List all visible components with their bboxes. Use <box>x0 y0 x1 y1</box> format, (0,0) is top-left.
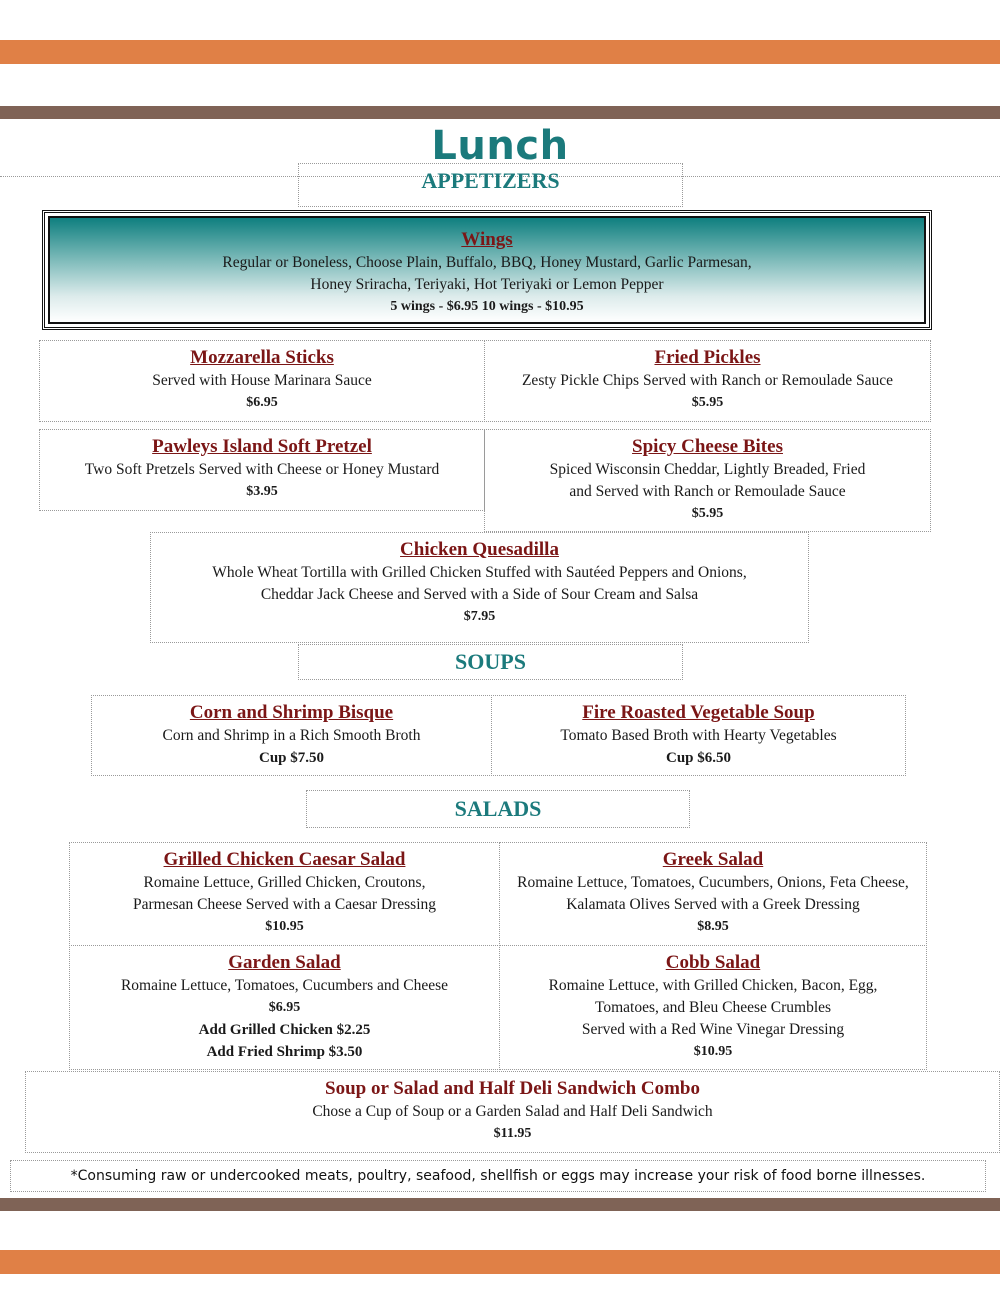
item-name: Greek Salad <box>662 849 764 870</box>
item-price: $6.95 <box>246 395 278 410</box>
item-desc-1: Spiced Wisconsin Cheddar, Lightly Breaded, Fried <box>549 461 866 478</box>
top-brown-band <box>0 106 1000 119</box>
menu-item-chicken-quesadilla <box>150 532 809 643</box>
item-desc: Romaine Lettuce, Tomatoes, Cucumbers and Cheese <box>120 977 449 994</box>
item-price: $10.95 <box>265 919 304 934</box>
item-name: Mozzarella Sticks <box>190 347 334 368</box>
menu-item-spicy-cheese-bites <box>484 429 931 532</box>
item-name: Grilled Chicken Caesar Salad <box>163 849 406 870</box>
page-title: Lunch <box>431 123 569 169</box>
item-price: $8.95 <box>697 919 729 934</box>
item-desc: Corn and Shrimp in a Rich Smooth Broth <box>162 727 421 744</box>
item-name: Fire Roasted Vegetable Soup <box>582 702 815 723</box>
item-desc: Chose a Cup of Soup or a Garden Salad and Half Deli Sandwich <box>312 1103 713 1120</box>
item-desc-3: Served with a Red Wine Vinegar Dressing <box>581 1021 845 1038</box>
item-name: Chicken Quesadilla <box>400 539 559 560</box>
item-price: $6.95 <box>268 1000 301 1015</box>
food-safety-disclaimer: *Consuming raw or undercooked meats, poultry, seafood, shellfish or eggs may increase your risk of food borne illnesses. <box>10 1160 986 1192</box>
item-desc-2: Tomatoes, and Bleu Cheese Crumbles <box>594 999 832 1016</box>
item-name: Pawleys Island Soft Pretzel <box>152 436 372 457</box>
item-name: Corn and Shrimp Bisque <box>189 702 394 723</box>
item-price: $7.95 <box>463 609 496 624</box>
item-price: $3.95 <box>246 484 278 499</box>
item-desc-1: Romaine Lettuce, Tomatoes, Cucumbers, Onions, Feta Cheese, <box>517 874 909 891</box>
menu-item-corn-shrimp-bisque <box>91 695 492 776</box>
item-desc-2: Kalamata Olives Served with a Greek Dressing <box>566 896 860 913</box>
section-heading-appetizers: APPETIZERS <box>298 163 683 207</box>
item-desc: Two Soft Pretzels Served with Cheese or Honey Mustard <box>84 461 440 478</box>
item-price: $10.95 <box>693 1044 733 1059</box>
wings-inner <box>48 216 926 324</box>
menu-item-fried-pickles <box>484 340 931 422</box>
item-desc-1: Romaine Lettuce, Grilled Chicken, Croutons, <box>143 874 426 891</box>
bottom-orange-band <box>0 1250 1000 1274</box>
menu-item-garden-salad <box>69 945 500 1070</box>
top-orange-band <box>0 40 1000 64</box>
menu-item-caesar-salad <box>69 842 500 946</box>
item-price-wings: 5 wings - $6.95 10 wings - $10.95 <box>390 299 584 314</box>
item-price: Cup $6.50 <box>665 750 732 766</box>
item-desc: Served with House Marinara Sauce <box>152 372 372 389</box>
item-desc-1: Romaine Lettuce, with Grilled Chicken, Bacon, Egg, <box>548 977 878 994</box>
section-heading-soups: SOUPS <box>298 644 683 680</box>
menu-item-mozzarella-sticks <box>39 340 485 422</box>
item-name: Cobb Salad <box>665 952 761 973</box>
item-name-wings: Wings <box>461 229 513 250</box>
bottom-brown-band <box>0 1198 1000 1211</box>
item-desc-2: and Served with Ranch or Remoulade Sauce <box>569 483 846 500</box>
item-desc: Tomato Based Broth with Hearty Vegetables <box>560 727 837 744</box>
item-desc-2: Parmesan Cheese Served with a Caesar Dressing <box>132 896 437 913</box>
item-price: $11.95 <box>493 1126 532 1141</box>
item-price: $5.95 <box>691 506 724 521</box>
menu-item-vegetable-soup <box>491 695 906 776</box>
item-desc: Zesty Pickle Chips Served with Ranch or Remoulade Sauce <box>521 372 894 389</box>
item-addon-shrimp: Add Fried Shrimp $3.50 <box>206 1044 363 1060</box>
item-name: Soup or Salad and Half Deli Sandwich Combo <box>325 1078 700 1099</box>
item-desc-2: Cheddar Jack Cheese and Served with a Side of Sour Cream and Salsa <box>260 586 699 603</box>
item-name: Fried Pickles <box>654 347 761 368</box>
section-heading-salads: SALADS <box>306 790 690 828</box>
item-price: $5.95 <box>691 395 724 410</box>
item-desc-1: Whole Wheat Tortilla with Grilled Chicken Stuffed with Sautéed Peppers and Onions, <box>212 564 747 581</box>
menu-item-combo <box>25 1071 1000 1153</box>
item-addon-chicken: Add Grilled Chicken $2.25 <box>198 1022 371 1038</box>
menu-item-cobb-salad <box>499 945 927 1070</box>
menu-item-soft-pretzel <box>39 429 485 511</box>
wings-feature-box <box>42 210 932 330</box>
menu-item-greek-salad <box>499 842 927 946</box>
item-price: Cup $7.50 <box>258 750 325 766</box>
item-desc-wings-1: Regular or Boneless, Choose Plain, Buffalo, BBQ, Honey Mustard, Garlic Parmesan, <box>222 254 752 271</box>
item-desc-wings-2: Honey Sriracha, Teriyaki, Hot Teriyaki or Lemon Pepper <box>310 276 664 293</box>
item-name: Garden Salad <box>228 952 341 973</box>
item-name: Spicy Cheese Bites <box>632 436 783 457</box>
